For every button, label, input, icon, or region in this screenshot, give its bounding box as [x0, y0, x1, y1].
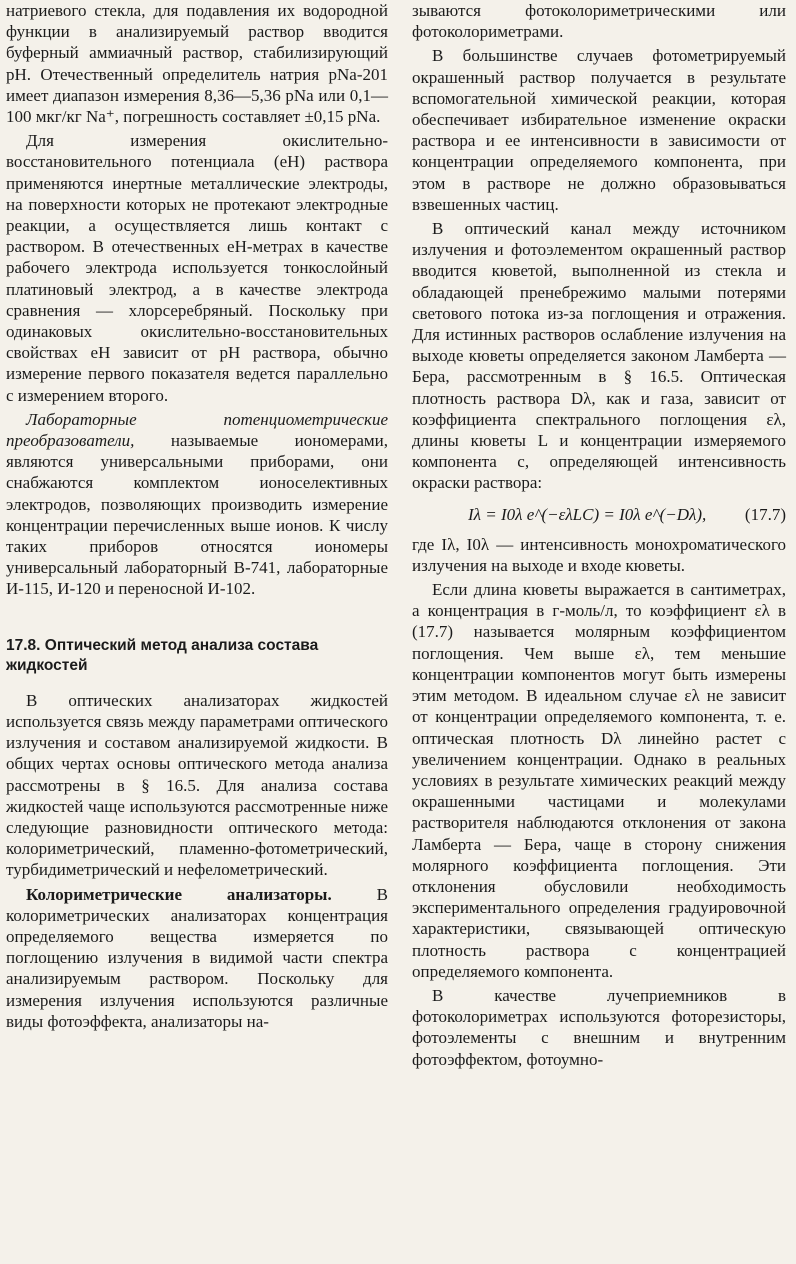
paragraph-text: называемые иономерами, являются универсальными приборами, они снабжаются комплектом ионоселективных электродов, позволяющих производить измерение концентрации перечисленных выше ионов. К числу таких приборов относятся иономеры универсальный лабораторный В-741, лабораторные И-115, И-120 и переносной И-102. — [6, 431, 388, 599]
paragraph: зываются фотоколориметрическими или фотоколориметрами. — [412, 1, 786, 42]
left-column — [6, 0, 388, 1032]
paragraph: В оптический канал между источником излучения и фотоэлементом окрашенный раствор вводится кюветой, выполненной из стекла и обладающей пренебрежимо малыми потерями светового потока из-за поглощения и отражения. Для истинных растворов ослабление излучения на выходе кюветы определяется законом Ламберта — Бера, рассмотренным в § 16.5. Оптическая плотность раствора Dλ, как и газа, зависит от коэффициента спектрального поглощения ελ, длины кюветы L и концентрации измеряемого компонента c, определяющей интенсивность окраски раствора: — [412, 219, 786, 493]
paragraph-text: В колориметрических анализаторах концентрация определяемого вещества измеряется по поглощению излучения в видимой части спектра анализируемым раствором. Поскольку для измерения излучения используются различные виды фотоэффекта, анализаторы на- — [6, 884, 388, 1031]
section-heading: 17.8. Оптический метод анализа состава жидкостей — [6, 636, 319, 674]
paragraph — [6, 409, 388, 600]
bold-subheading: Колориметрические анализаторы. — [26, 884, 332, 904]
paragraph: где Iλ, I0λ — интенсивность монохроматического излучения на выходе и входе кюветы. — [412, 534, 786, 575]
formula-expression: Iλ = I0λ e^(−ελLC) = I0λ e^(−Dλ), — [468, 504, 707, 524]
paragraph: В оптических анализаторах жидкостей используется связь между параметрами оптического излучения и составом анализируемой жидкости. В общих чертах основы оптического метода анализа рассмотрены в § 16.5. Для анализа состава жидкостей чаще используются рассмотренные ниже следующие разновидности оптического метода: колориметрический, пламенно-фотометрический, турбидиметрический и нефелометрический. — [6, 690, 388, 880]
formula — [412, 504, 786, 526]
paragraph: В большинстве случаев фотометрируемый окрашенный раствор получается в результате вспомогательной химической реакции, которая обеспечивает избирательное изменение окраски раствора и ее интенсивности в зависимости от концентрации определяемого компонента, при этом в растворе не должно образовываться взвешенных частиц. — [412, 46, 786, 214]
paragraph: В качестве лучеприемников в фотоколориметрах используются фоторезисторы, фотоэлементы с внешним и внутренним фотоэффектом, фотоумно- — [412, 985, 786, 1069]
paragraph — [6, 884, 388, 1032]
italic-term: Лабораторные потенциометрические преобразователи, — [6, 409, 388, 451]
paragraph: Если длина кюветы выражается в сантиметрах, а концентрация в г-моль/л, то коэффициент ελ в (17.7) называется молярным коэффициентом поглощения. Чем выше ελ, тем меньшие концентрации компонентов могут быть измерены этим методом. В идеальном случае ελ не зависит от концентрации определяемого компонента, т. е. оптическая плотность Dλ линейно растет с увеличением концентрации. Однако в реальных условиях в результате химических реакций между окрашенными частицами и молекулами растворителя наблюдаются отклонения от закона Ламберта — Бера, чаще в сторону снижения молярного коэффициента поглощения. Эти отклонения обусловили необходимость экспериментального определения градуировочной характеристики, связывающей оптическую плотность раствора с концентрацией определяемого компонента. — [412, 580, 786, 981]
right-column — [412, 0, 786, 1070]
paragraph: Для измерения окислительно-восстановительного потенциала (eH) раствора применяются инертные металлические электроды, на поверхности которых не протекают электродные реакции, а осуществляется лишь контакт с раствором. В отечественных eH-метрах в качестве рабочего электрода используется тонкослойный платиновый электрод, а в качестве электрода сравнения — хлорсеребряный. Поскольку при одинаковых окислительно-восстановительных свойствах eH зависит от pH раствора, обычно измерение первого показателя ведется параллельно с измерением второго. — [6, 131, 388, 405]
formula-number: (17.7) — [744, 504, 786, 524]
paragraph: натриевого стекла, для подавления их водородной функции в анализируемый раствор вводится буферный аммиачный раствор, стабилизирующий pH. Отечественный определитель натрия pNa-201 имеет диапазон измерения 8,36—5,36 pNa или 0,1—100 мкг/кг Na⁺, погрешность составляет ±0,15 pNa. — [6, 1, 388, 127]
